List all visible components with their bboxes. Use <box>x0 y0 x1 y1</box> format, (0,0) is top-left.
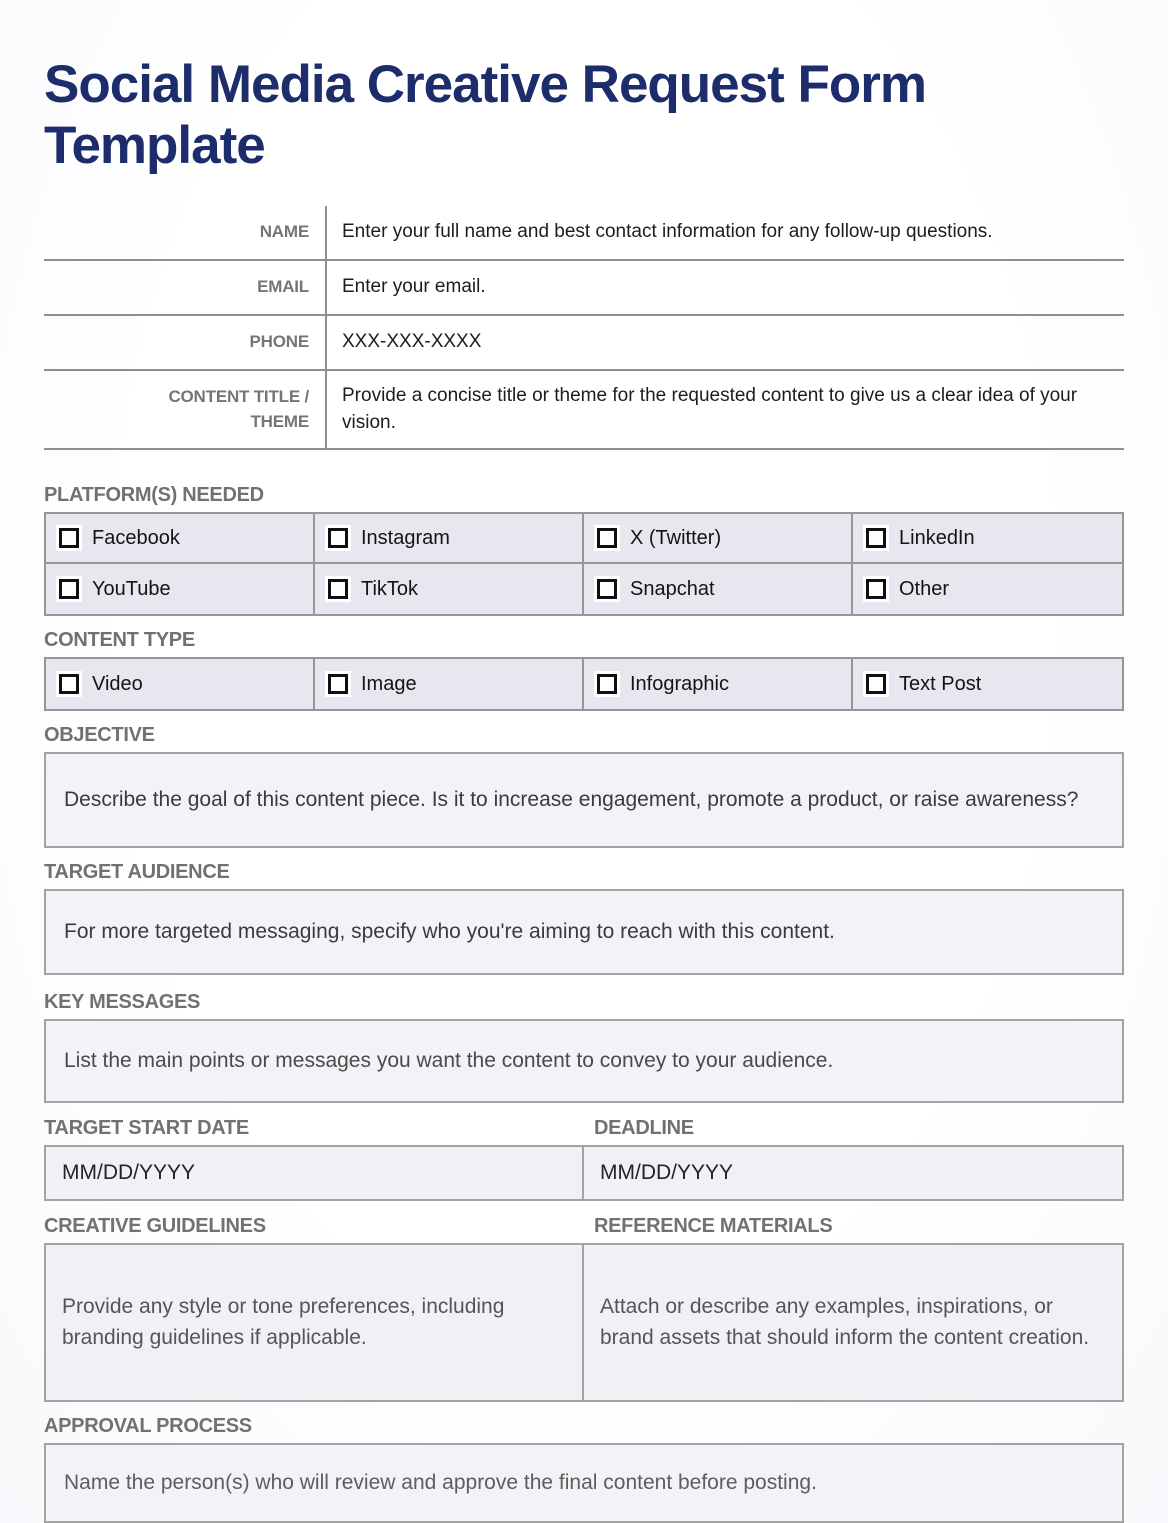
phone-label: PHONE <box>249 332 309 352</box>
content-type-header: CONTENT TYPE <box>44 629 195 651</box>
objective-header: OBJECTIVE <box>44 724 155 746</box>
guidelines-header-row <box>44 1201 1124 1243</box>
content-type-grid <box>44 657 1124 711</box>
platform-label: YouTube <box>92 577 171 600</box>
platform-label: Other <box>899 577 950 600</box>
platform-option-youtube[interactable] <box>46 564 315 614</box>
checkbox-icon[interactable] <box>866 579 886 599</box>
email-field[interactable]: Enter your email. <box>325 261 1124 314</box>
platform-option-instagram[interactable] <box>315 514 584 564</box>
target-audience-field[interactable]: For more targeted messaging, specify who you're aiming to reach with this content. <box>44 889 1124 975</box>
email-label-cell <box>44 261 325 314</box>
dates-header-row <box>44 1103 1124 1145</box>
platform-option-linkedin[interactable] <box>853 514 1122 564</box>
form-page <box>44 0 1124 1523</box>
contact-table <box>44 206 1124 450</box>
dates-strip <box>44 1145 1124 1201</box>
phone-field[interactable]: XXX-XXX-XXXX <box>325 316 1124 369</box>
content-type-option-infographic[interactable] <box>584 659 853 709</box>
platform-label: Facebook <box>92 526 180 549</box>
reference-materials-field[interactable]: Attach or describe any examples, inspirations, or brand assets that should inform the content creation. <box>600 1294 1090 1349</box>
target-audience-header: TARGET AUDIENCE <box>44 861 230 883</box>
checkbox-icon[interactable] <box>328 528 348 548</box>
contact-row-name <box>44 206 1124 261</box>
name-label: NAME <box>259 222 309 242</box>
content-type-option-text-post[interactable] <box>853 659 1122 709</box>
checkbox-icon[interactable] <box>59 674 79 694</box>
name-label-cell <box>44 206 325 259</box>
platform-option-x-twitter[interactable] <box>584 514 853 564</box>
content-title-label: CONTENT TITLE / THEME <box>168 386 309 431</box>
target-start-date-header: TARGET START DATE <box>44 1117 249 1139</box>
guidelines-strip <box>44 1243 1124 1402</box>
contact-row-email <box>44 261 1124 316</box>
platform-option-other[interactable] <box>853 564 1122 614</box>
content-type-option-image[interactable] <box>315 659 584 709</box>
checkbox-icon[interactable] <box>597 528 617 548</box>
objective-field[interactable]: Describe the goal of this content piece. Is it to increase engagement, promote a product, or raise awareness? <box>44 752 1124 848</box>
platform-label: LinkedIn <box>899 526 975 549</box>
key-messages-field[interactable]: List the main points or messages you want the content to convey to your audience. <box>44 1019 1124 1103</box>
name-field[interactable]: Enter your full name and best contact information for any follow-up questions. <box>325 206 1124 259</box>
checkbox-icon[interactable] <box>59 528 79 548</box>
target-start-date-field[interactable]: MM/DD/YYYY <box>46 1147 584 1199</box>
creative-guidelines-field[interactable]: Provide any style or tone preferences, including branding guidelines if applicable. <box>46 1245 584 1400</box>
page-title: Social Media Creative Request Form Template <box>44 55 927 175</box>
deadline-field[interactable]: MM/DD/YYYY <box>600 1161 734 1184</box>
approval-process-field[interactable]: Name the person(s) who will review and approve the final content before posting. <box>44 1443 1124 1523</box>
content-type-label: Infographic <box>630 672 729 695</box>
platform-label: Snapchat <box>630 577 715 600</box>
checkbox-icon[interactable] <box>597 579 617 599</box>
platform-option-snapchat[interactable] <box>584 564 853 614</box>
content-title-field[interactable]: Provide a concise title or theme for the requested content to give us a clear idea of your vision. <box>325 371 1124 448</box>
contact-row-phone <box>44 316 1124 371</box>
checkbox-icon[interactable] <box>597 674 617 694</box>
checkbox-icon[interactable] <box>866 528 886 548</box>
content-title-label-cell <box>44 371 325 448</box>
creative-guidelines-header: CREATIVE GUIDELINES <box>44 1214 266 1237</box>
platform-option-facebook[interactable] <box>46 514 315 564</box>
contact-row-content-title <box>44 371 1124 450</box>
platform-label: TikTok <box>361 577 419 600</box>
content-type-label: Image <box>361 672 417 695</box>
platform-label: X (Twitter) <box>630 526 722 549</box>
platform-option-tiktok[interactable] <box>315 564 584 614</box>
checkbox-icon[interactable] <box>59 579 79 599</box>
platform-label: Instagram <box>361 526 450 549</box>
checkbox-icon[interactable] <box>866 674 886 694</box>
approval-process-header: APPROVAL PROCESS <box>44 1414 252 1437</box>
platforms-grid <box>44 512 1124 616</box>
phone-label-cell <box>44 316 325 369</box>
content-type-label: Text Post <box>899 672 982 695</box>
checkbox-icon[interactable] <box>328 579 348 599</box>
email-label: EMAIL <box>257 277 309 297</box>
platforms-header: PLATFORM(S) NEEDED <box>44 484 264 506</box>
key-messages-header: KEY MESSAGES <box>44 991 201 1013</box>
deadline-header: DEADLINE <box>594 1117 694 1139</box>
checkbox-icon[interactable] <box>328 674 348 694</box>
content-type-option-video[interactable] <box>46 659 315 709</box>
content-type-label: Video <box>92 672 143 695</box>
reference-materials-header: REFERENCE MATERIALS <box>594 1214 833 1237</box>
